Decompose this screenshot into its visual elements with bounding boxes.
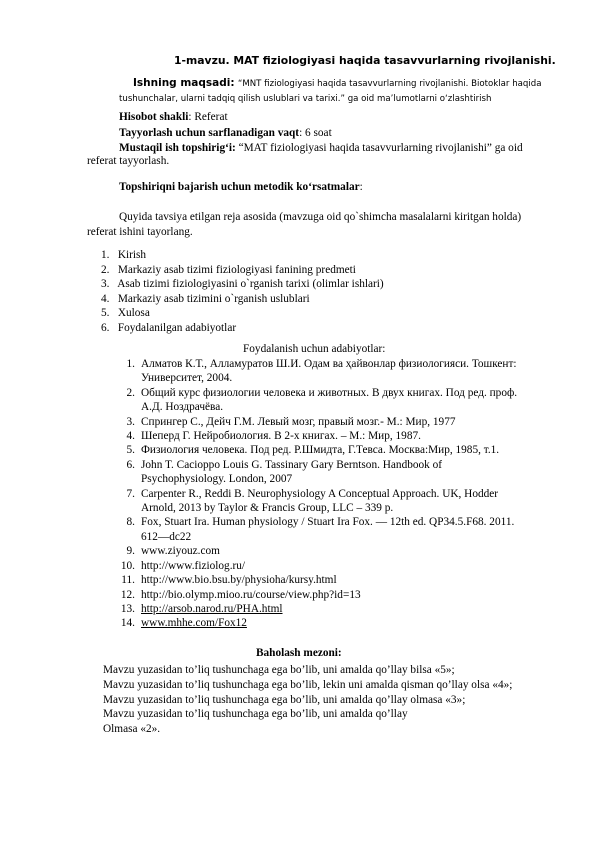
reference-item: 5. Физиология человека. Под ред. Р.Шмидта, Г.Тевса. Москва:Мир, 1985, т.1. (126, 444, 500, 457)
grading-line: Olmasa «2». (103, 723, 161, 736)
reference-link[interactable]: http://www.fiziolog.ru/ (141, 559, 246, 572)
plan-item: 2. Markaziy asab tizimi fiziologiyasi fanining predmeti (101, 263, 356, 276)
time-value: : 6 soat (299, 127, 332, 139)
grading-line: Mavzu yuzasidan to’liq tushunchaga ega bo’lib, uni amalda qo’llay olmasa «3»; (103, 693, 466, 706)
report-form-value: : Referat (188, 111, 228, 123)
reference-link[interactable]: www.mhhe.com/Fox12 (141, 617, 247, 630)
reference-link[interactable]: http://bio.olymp.mioo.ru/course/view.php?id=13 (141, 588, 361, 601)
goal-text-1: “MNT fiziologiyasi haqida tasavvurlarning rivojlanishi. Biotoklar haqida (237, 79, 542, 89)
reference-item: 14. www.mhhe.com/Fox12 (120, 617, 247, 630)
plan-item: 1. Kirish (101, 249, 147, 261)
reference-item: 13. http://arsob.narod.ru/PHA.html (120, 602, 283, 615)
task-line-2: referat tayyorlash. (87, 155, 170, 167)
reference-item-cont: Arnold, 2013 by Taylor & Francis Group, LLC – 339 p. (141, 502, 394, 515)
method-label: Topshiriqni bajarish uchun metodik ko‘rsatmalar (119, 181, 360, 193)
reference-item-cont: А.Д. Ноздрачёва. (141, 401, 224, 414)
reference-item: 6. John T. Cacioppo Louis G. Tassinary Gary Berntson. Handbook of (126, 458, 443, 471)
goal-line-1 (133, 76, 541, 91)
plan-intro-line-2: referat ishini tayorlang. (87, 226, 193, 238)
reference-item: 8. Fox, Stuart Ira. Human physiology / Stuart Ira Fox. — 12th ed. QP34.5.F68. 2011. (126, 516, 515, 529)
task-text-1: “MAT fiziologiyasi haqida tasavvurlarning rivojlanishi” ga oid (235, 142, 523, 154)
report-form-line (119, 110, 228, 124)
plan-item: 4. Markaziy asab tizimini o`rganish uslublari (101, 292, 310, 305)
goal-line-2: tushunchalar, ularni tadqiq qilish uslublari va tarixi.” ga oid ma’lumotlarni o‘zlashtirish (119, 94, 492, 104)
reference-link[interactable]: www.ziyouz.com (141, 545, 220, 558)
method-suffix: : (359, 181, 363, 193)
time-label: Tayyorlash uchun sarflanadigan vaqt (119, 127, 300, 139)
reference-item: 1. Алматов К.Т., Алламуратов Ш.И. Одам ва ҳайвонлар физиологияси. Тошкент: (126, 358, 517, 370)
reference-item: 2. Общий курс физиологии человека и животных. В двух книгах. Под ред. проф. (126, 386, 518, 399)
time-line (119, 126, 332, 140)
reference-item-cont: Университет, 2004. (141, 372, 233, 385)
task-label: Mustaqil ish topshirig‘i: (119, 142, 236, 154)
goal-label: Ishning maqsadi: (133, 77, 235, 89)
reference-item: 10. http://www.fiziolog.ru/ (120, 559, 246, 572)
report-form-label: Hisobot shakli (119, 111, 189, 123)
reference-link[interactable]: http://arsob.narod.ru/PHA.html (141, 602, 283, 615)
reference-item-cont: 612—dc22 (141, 530, 192, 543)
reference-item: 9. www.ziyouz.com (126, 545, 220, 558)
reference-link[interactable]: http://www.bio.bsu.by/physioha/kursy.html (141, 574, 337, 587)
grading-line: Mavzu yuzasidan to’liq tushunchaga ega bo’lib, uni amalda qo’llay bilsa «5»; (103, 664, 455, 676)
method-heading (119, 180, 363, 194)
grading-title: Baholash mezoni: (256, 647, 342, 659)
references-list (115, 357, 517, 631)
plan-item: 6. Foydalanilgan adabiyotlar (101, 321, 237, 334)
references-title: Foydalanish uchun adabiyotlar: (243, 343, 386, 355)
reference-item: 12. http://bio.olymp.mioo.ru/course/view.php?id=13 (120, 588, 361, 601)
plan-item: 5. Xulosa (101, 307, 150, 320)
plan-list (101, 248, 384, 336)
reference-item: 3. Спрингер С., Дейч Г.М. Левый мозг, правый мозг.- М.: Мир, 1977 (126, 415, 456, 428)
reference-item-cont: Psychophysiology. London, 2007 (141, 473, 293, 486)
grading-criteria (103, 663, 512, 737)
grading-line: Mavzu yuzasidan to’liq tushunchaga ega bo’lib, lekin uni amalda qisman qo’llay olsa «4»; (103, 678, 513, 691)
grading-line: Mavzu yuzasidan to’liq tushunchaga ega bo’lib, uni amalda qo’llay (103, 708, 408, 721)
plan-intro-line-1: Quyida tavsiya etilgan reja asosida (mavzuga oid qo`shimcha masalalarni kiritgan holda) (119, 211, 522, 223)
plan-item: 3. Asab tizimi fiziologiyasini o`rganish tarixi (olimlar ishlari) (101, 278, 384, 291)
reference-item: 7. Carpenter R., Reddi B. Neurophysiology A Conceptual Approach. UK, Hodder (126, 487, 499, 500)
reference-item: 11. http://www.bio.bsu.by/physioha/kursy.html (121, 574, 337, 587)
page-title: 1-mavzu. MAT fiziologiyasi haqida tasavvurlarning rivojlanishi. (174, 54, 556, 67)
reference-item: 4. Шеперд Г. Нейробиология. В 2-х книгах. – М.: Мир, 1987. (126, 430, 421, 443)
task-line-1 (119, 141, 523, 155)
